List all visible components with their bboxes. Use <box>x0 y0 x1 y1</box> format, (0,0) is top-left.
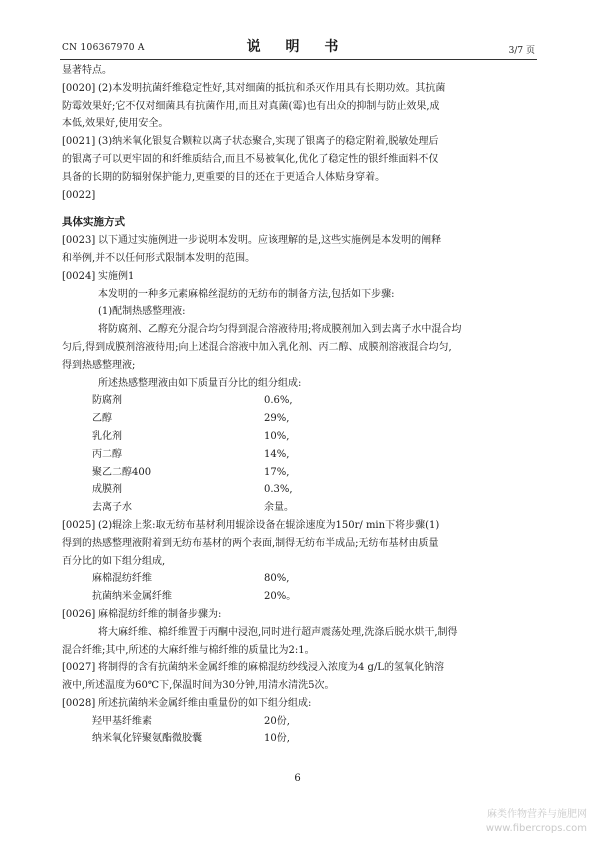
text-line <box>62 321 537 339</box>
component-name: 防腐剂 <box>92 395 122 407</box>
component-amount: 10份, <box>264 733 290 745</box>
document-title: 说 明 书 <box>246 39 349 55</box>
line-text: (3)纳米氧化银复合颗粒以离子状态聚合,实现了银离子的稳定附着,脱敏处理后 <box>98 136 439 148</box>
line-text: 具备的长期的防辐射保护能力,更重要的目的还在于更适合人体贴身穿着。 <box>62 171 386 183</box>
text-line <box>62 232 537 250</box>
text-line <box>62 606 537 624</box>
line-text: 麻棉混纺纤维的制备步骤为: <box>98 608 222 620</box>
text-line <box>62 357 537 375</box>
component-name: 聚乙二醇400 <box>92 466 152 478</box>
line-text: 所述抗菌纳米金属纤维由重量份的如下组分组成: <box>98 697 312 709</box>
line-text: 实施例1 <box>98 270 135 282</box>
text-line <box>62 169 537 187</box>
page-indicator: 3/7 页 <box>508 46 535 56</box>
header-rule <box>60 59 537 60</box>
paragraph-number: [0023] <box>62 235 96 247</box>
paragraph-number: [0026] <box>62 608 96 620</box>
text-line <box>62 187 537 205</box>
formula-row <box>62 392 537 410</box>
watermark-site-name: 麻类作物营养与施肥网 <box>487 809 587 820</box>
component-amount: 80%, <box>264 573 290 585</box>
formula-table-2 <box>62 570 537 606</box>
text-line <box>62 62 537 80</box>
component-amount: 14%, <box>264 448 290 460</box>
text-line <box>62 286 537 304</box>
formula-row <box>62 588 537 606</box>
line-text: 本低,效果好,使用安全。 <box>62 118 169 130</box>
line-text: 防霉效果好;它不仅对细菌具有抗菌作用,而且对真菌(霉)也有出众的抑制与防止效果,成 <box>62 100 440 112</box>
line-text: 将防腐剂、乙醇充分混合均匀得到混合溶液待用;将成膜剂加入到去离子水中混合均 <box>98 324 462 336</box>
component-amount: 17%, <box>264 466 290 478</box>
component-name: 羟甲基纤维素 <box>92 715 152 727</box>
line-text: 本发明的一种多元素麻棉丝混纺的无纺布的制备方法,包括如下步骤: <box>98 288 395 300</box>
component-amount: 0.3%, <box>264 484 293 496</box>
line-text: 液中,所述温度为60℃下,保温时间为30分钟,用清水清洗5次。 <box>62 680 335 692</box>
formula-row <box>62 428 537 446</box>
text-line <box>62 115 537 133</box>
page-number: 6 <box>294 773 301 784</box>
component-name: 去离子水 <box>92 502 132 514</box>
paragraph-number: [0020] <box>62 82 96 94</box>
watermark-url: www.fibercrops.com <box>485 823 587 834</box>
component-amount: 29%, <box>264 413 290 425</box>
paragraph-number: [0021] <box>62 136 96 148</box>
text-line <box>62 98 537 116</box>
line-text: (2)本发明抗菌纤维稳定性好,其对细菌的抵抗和杀灭作用具有长期功效。其抗菌 <box>98 82 446 94</box>
line-text: 将大麻纤维、棉纤维置于丙酮中浸泡,同时进行超声震荡处理,洗涤后脱水烘干,制得 <box>98 626 458 638</box>
component-amount: 20份, <box>264 715 290 727</box>
paragraph-block-2 <box>62 232 537 392</box>
formula-row <box>62 446 537 464</box>
formula-row <box>62 730 537 748</box>
component-name: 乳化剂 <box>92 430 122 442</box>
line-text: 所述热感整理液由如下质量百分比的组分组成: <box>98 377 302 389</box>
paragraph-number: [0025] <box>62 519 96 531</box>
paragraph-number: [0024] <box>62 270 96 282</box>
text-line <box>62 624 537 642</box>
text-line <box>62 659 537 677</box>
line-text: 的银离子可以更牢固的和纤维质结合,而且不易被氧化,优化了稳定性的银纤维面料不仅 <box>62 153 439 165</box>
component-name: 麻棉混纺纤维 <box>92 573 152 585</box>
text-line <box>62 517 537 535</box>
line-text: 得到的热感整理液附着到无纺布基材的两个表面,制得无纺布半成品;无纺布基材由质量 <box>62 537 439 549</box>
text-line <box>62 133 537 151</box>
text-line <box>62 250 537 268</box>
formula-row <box>62 464 537 482</box>
line-text: (1)配制热感整理液: <box>98 306 186 318</box>
formula-table-3 <box>62 713 537 749</box>
component-amount: 0.6%, <box>264 395 293 407</box>
line-text: (2)辊涂上浆:取无纺布基材利用辊涂设备在辊涂速度为150r/ min下将步骤(1) <box>98 519 440 531</box>
component-name: 成膜剂 <box>92 484 122 496</box>
text-line <box>62 642 537 660</box>
text-line <box>62 151 537 169</box>
line-text: 百分比的如下组分组成, <box>62 555 166 567</box>
formula-row <box>62 499 537 517</box>
paragraph-block-3 <box>62 517 537 570</box>
line-text: 以下通过实施例进一步说明本发明。应该理解的是,这些实施例是本发明的阐释 <box>98 235 442 247</box>
text-line <box>62 677 537 695</box>
text-line <box>62 375 537 393</box>
component-name: 抗菌纳米金属纤维 <box>92 591 172 603</box>
component-name: 丙二醇 <box>92 448 122 460</box>
formula-row <box>62 570 537 588</box>
section-heading: 具体实施方式 <box>62 216 125 229</box>
line-text: 匀后,得到成膜剂溶液待用;向上述混合溶液中加入乳化剂、丙二醇、成膜剂溶液混合均匀, <box>62 341 452 353</box>
text-line <box>62 303 537 321</box>
component-amount: 20%。 <box>264 591 297 603</box>
text-line <box>62 535 537 553</box>
text-line <box>62 268 537 286</box>
line-text: 得到热感整理液; <box>62 359 136 371</box>
component-amount: 10%, <box>264 430 290 442</box>
watermark <box>486 808 587 836</box>
text-line <box>62 695 537 713</box>
formula-table-1 <box>62 392 537 517</box>
formula-row <box>62 410 537 428</box>
component-name: 乙醇 <box>92 413 112 425</box>
paragraph-block-1 <box>62 62 537 204</box>
page-header <box>0 0 595 70</box>
patent-number: CN 106367970 A <box>62 43 145 53</box>
document-body <box>62 62 537 748</box>
paragraph-number: [0022] <box>62 189 96 201</box>
line-text: 将制得的含有抗菌纳米金属纤维的麻棉混纺纱线浸入浓度为4 g/L的氢氧化钠溶 <box>98 662 444 674</box>
component-name: 纳米氧化锌聚氨酯微胶囊 <box>92 733 202 745</box>
component-amount: 余量。 <box>264 502 294 514</box>
paragraph-number: [0027] <box>62 662 96 674</box>
line-text: 和举例,并不以任何形式限制本发明的范围。 <box>62 252 256 264</box>
line-text: 显著特点。 <box>62 65 112 76</box>
text-line <box>62 80 537 98</box>
formula-row <box>62 713 537 731</box>
text-line <box>62 553 537 571</box>
paragraph-block-4 <box>62 606 537 713</box>
text-line <box>62 339 537 357</box>
line-text: 混合纤维;其中,所述的大麻纤维与棉纤维的质量比为2:1。 <box>62 644 315 656</box>
paragraph-number: [0028] <box>62 697 96 709</box>
formula-row <box>62 481 537 499</box>
